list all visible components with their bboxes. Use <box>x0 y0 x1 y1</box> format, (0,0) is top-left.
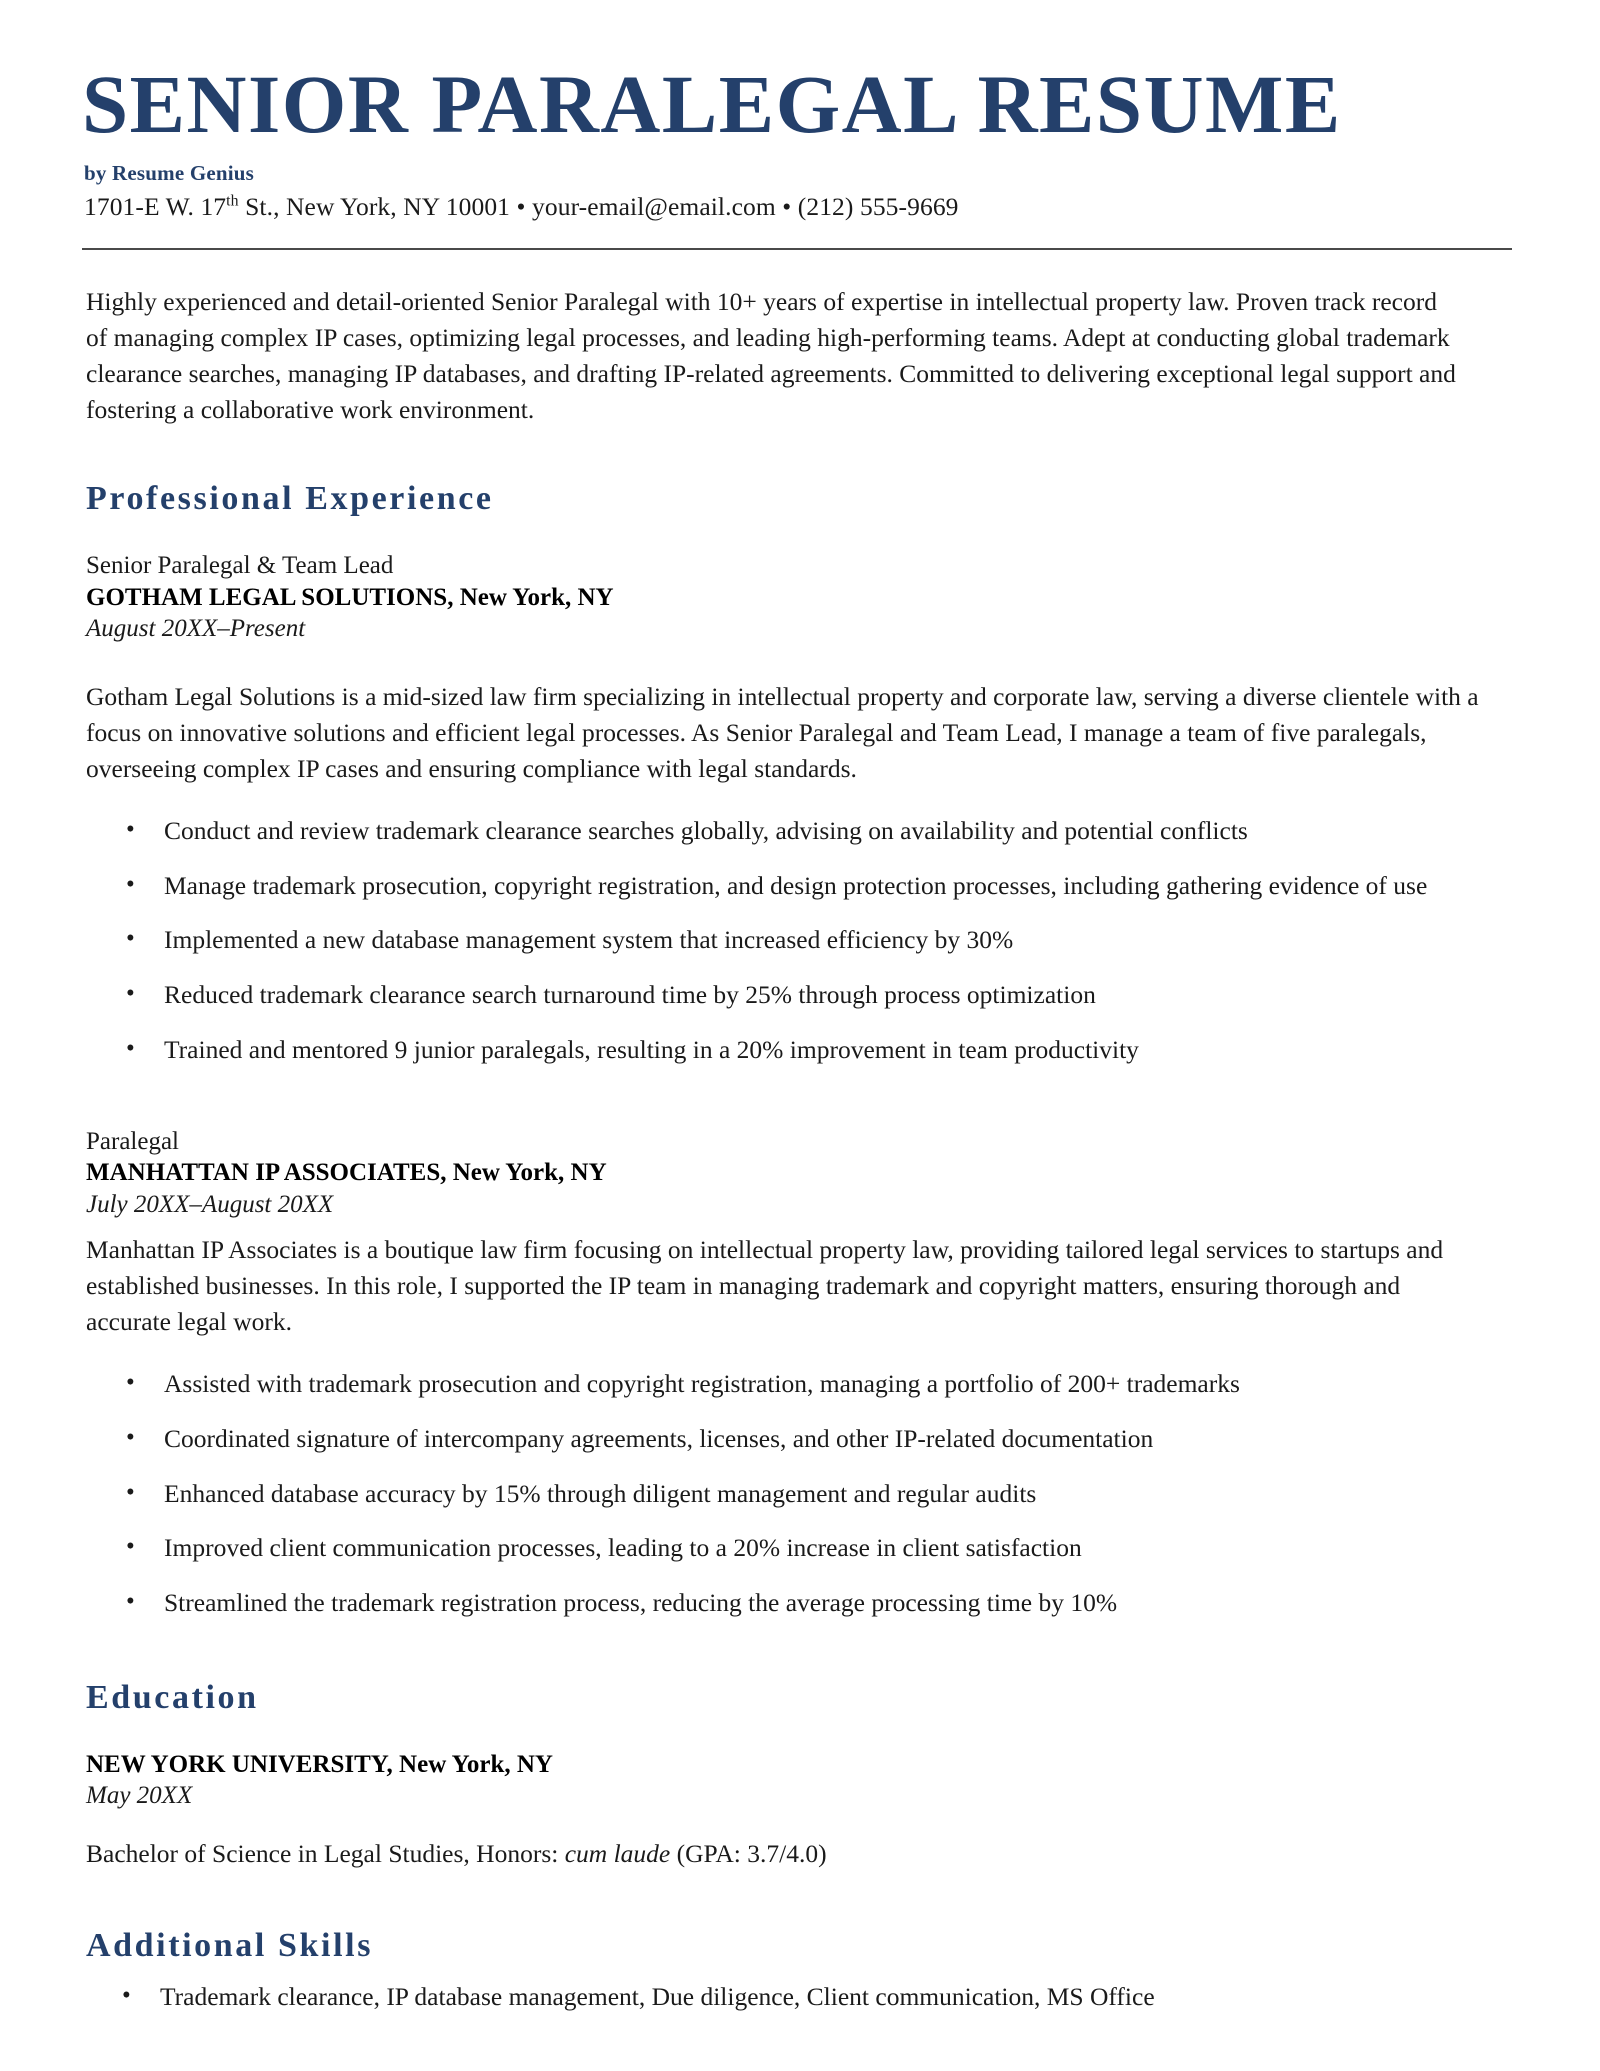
list-item: • Trademark clearance, IP database management, Due diligence, Client communication, MS Office <box>82 1979 1512 2015</box>
job-title: Senior Paralegal & Team Lead <box>86 552 394 580</box>
section-heading-experience: Professional Experience <box>86 480 494 518</box>
education-honors: cum laude <box>564 1838 671 1868</box>
education-degree <box>86 1836 1512 1872</box>
professional-summary: Highly experienced and detail-oriented Senior Paralegal with 10+ years of expertise in intellectual property law. Proven track record of managing complex IP cases, optimizing legal processes, and leading high-performing teams. Adept at conducting global trademark clearance searches, managing IP databases, and drafting IP-related agreements. Committed to delivering exceptional legal support and fostering a collaborative work environment. <box>86 286 1456 425</box>
contact-phone[interactable]: (212) 555-9669 <box>797 191 959 221</box>
list-item: • Assisted with trademark prosecution and copyright registration, managing a portfolio of 200+ trademarks <box>86 1366 1512 1402</box>
resume-header <box>82 58 1512 250</box>
job-company: MANHATTAN IP ASSOCIATES, New York, NY <box>86 1159 607 1187</box>
job-bullet-list <box>86 1366 1512 1620</box>
header-divider <box>82 248 1512 250</box>
contact-address-ordinal: th <box>226 192 239 210</box>
page-title: SENIOR PARALEGAL RESUME <box>82 58 1342 150</box>
education-gpa: (GPA: 3.7/4.0) <box>670 1838 827 1868</box>
list-item: • Implemented a new database management system that increased efficiency by 30% <box>86 922 1512 958</box>
list-item: • Coordinated signature of intercompany agreements, licenses, and other IP-related documentation <box>86 1421 1512 1457</box>
experience-entry-1 <box>86 550 1512 1067</box>
list-item: • Conduct and review trademark clearance searches globally, advising on availability and potential conflicts <box>86 813 1512 849</box>
section-heading-education: Education <box>86 1678 259 1716</box>
job-company: GOTHAM LEGAL SOLUTIONS, New York, NY <box>86 583 614 611</box>
job-description: Manhattan IP Associates is a boutique law firm focusing on intellectual property law, providing tailored legal services to startups and established businesses. In this role, I supported the IP team in managing trademark and copyright matters, ensuring thorough and accurate legal work. <box>86 1235 1444 1337</box>
job-description: Gotham Legal Solutions is a mid-sized law firm specializing in intellectual property and corporate law, serving a diverse clientele with a focus on innovative solutions and efficient legal processes. As Senior Paralegal and Team Lead, I manage a team of five paralegals, overseeing complex IP cases and ensuring compliance with legal standards. <box>86 681 1479 784</box>
list-item: • Enhanced database accuracy by 15% through diligent management and regular audits <box>86 1476 1512 1512</box>
list-item: • Improved client communication processes, leading to a 20% increase in client satisfaction <box>86 1530 1512 1566</box>
list-item: • Manage trademark prosecution, copyright registration, and design protection processes, including gathering evidence of use <box>86 868 1512 904</box>
contact-email[interactable]: your-email@email.com <box>532 191 776 221</box>
contact-separator-1: • <box>510 191 533 221</box>
contact-separator-2: • <box>775 191 798 221</box>
education-degree-prefix: Bachelor of Science in Legal Studies, Honors: <box>86 1838 565 1868</box>
byline: by Resume Genius <box>84 160 255 185</box>
education-school: NEW YORK UNIVERSITY, New York, NY <box>86 1750 553 1778</box>
contact-address-prefix: 1701-E W. 17 <box>84 191 227 221</box>
contact-address-suffix: St., New York, NY 10001 <box>238 191 511 221</box>
section-heading-additional-skills: Additional Skills <box>86 1927 374 1965</box>
education-entry <box>86 1749 1512 1872</box>
job-dates: July 20XX–August 20XX <box>86 1190 334 1218</box>
list-item: • Trained and mentored 9 junior paralegals, resulting in a 20% improvement in team productivity <box>86 1032 1512 1068</box>
education-date: May 20XX <box>86 1782 193 1810</box>
job-bullet-list <box>86 813 1512 1067</box>
job-title: Paralegal <box>86 1127 180 1155</box>
list-item: • Reduced trademark clearance search turnaround time by 25% through process optimization <box>86 977 1512 1013</box>
job-dates: August 20XX–Present <box>86 615 306 643</box>
contact-line <box>84 192 1512 222</box>
experience-entry-2 <box>86 1126 1512 1621</box>
list-item: • Streamlined the trademark registration process, reducing the average processing time by 10% <box>86 1585 1512 1621</box>
skills-bullet-list <box>82 1979 1512 2015</box>
